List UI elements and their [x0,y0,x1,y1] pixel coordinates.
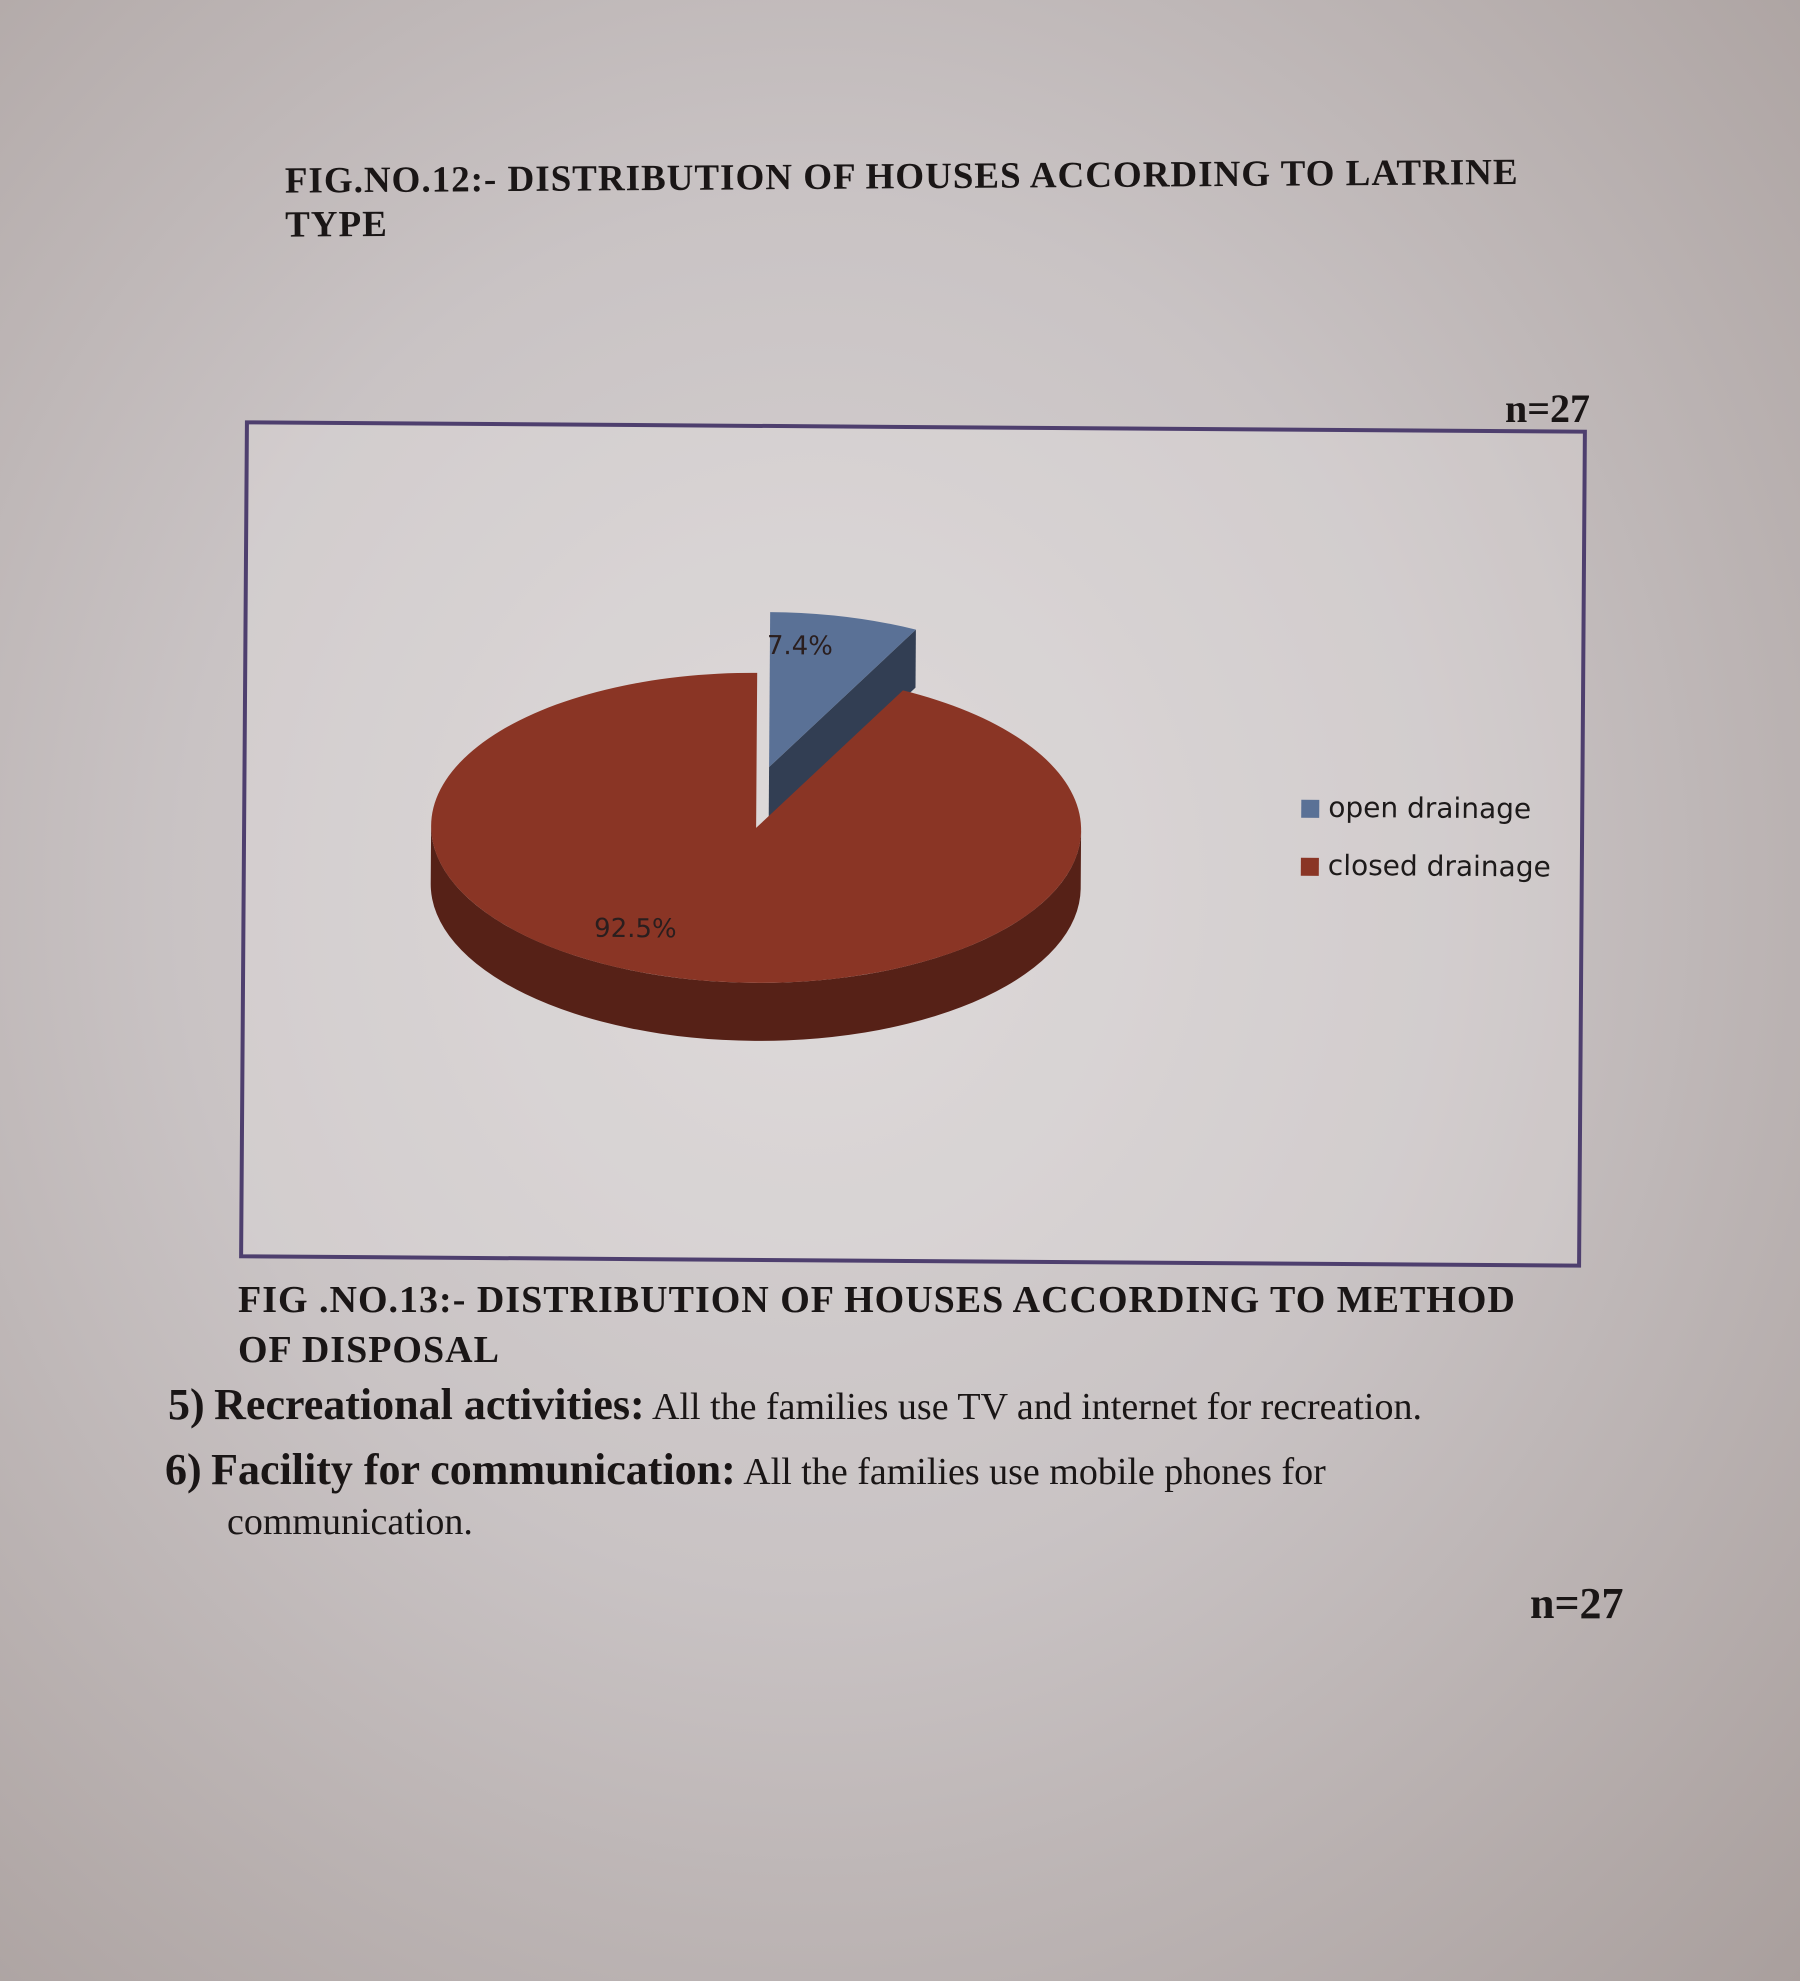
pie-data-label: 92.5% [593,913,677,945]
legend-label: open drainage [1328,790,1532,826]
pie-chart [243,424,1583,1263]
legend-label: closed drainage [1327,848,1551,884]
fig12-title-line2: TYPE [285,203,388,246]
item-number: 5) [168,1380,205,1429]
item-number: 6) [165,1445,202,1494]
item-text: All the families use mobile phones for [743,1451,1326,1493]
fig13-title-line1: FIG .NO.13:- DISTRIBUTION OF HOUSES ACCORDING TO METHOD [238,1279,1516,1321]
fig12-title [285,150,1606,247]
legend-swatch [1301,858,1319,876]
chart-frame [239,420,1587,1267]
legend [1301,791,1552,884]
item-text-continued: communication. [227,1501,473,1543]
pie-data-label: 7.4% [766,631,834,662]
item-text: All the families use TV and internet for recreation. [652,1386,1422,1428]
item-recreational-activities [168,1380,1648,1432]
sample-size-label-bottom: n=27 [1530,1579,1624,1628]
pie-group [430,610,1083,1043]
fig13-title-line2: OF DISPOSAL [238,1329,500,1371]
fig13-title [238,1275,1638,1375]
item-heading: Facility for communication: [211,1445,736,1494]
legend-swatch [1301,800,1319,818]
item-facility-for-communication [165,1445,1635,1547]
fig12-title-line1: FIG.NO.12:- DISTRIBUTION OF HOUSES ACCORDING TO LATRINE [284,151,1519,202]
item-heading: Recreational activities: [214,1380,645,1429]
sample-size-label: n=27 [1505,386,1591,431]
